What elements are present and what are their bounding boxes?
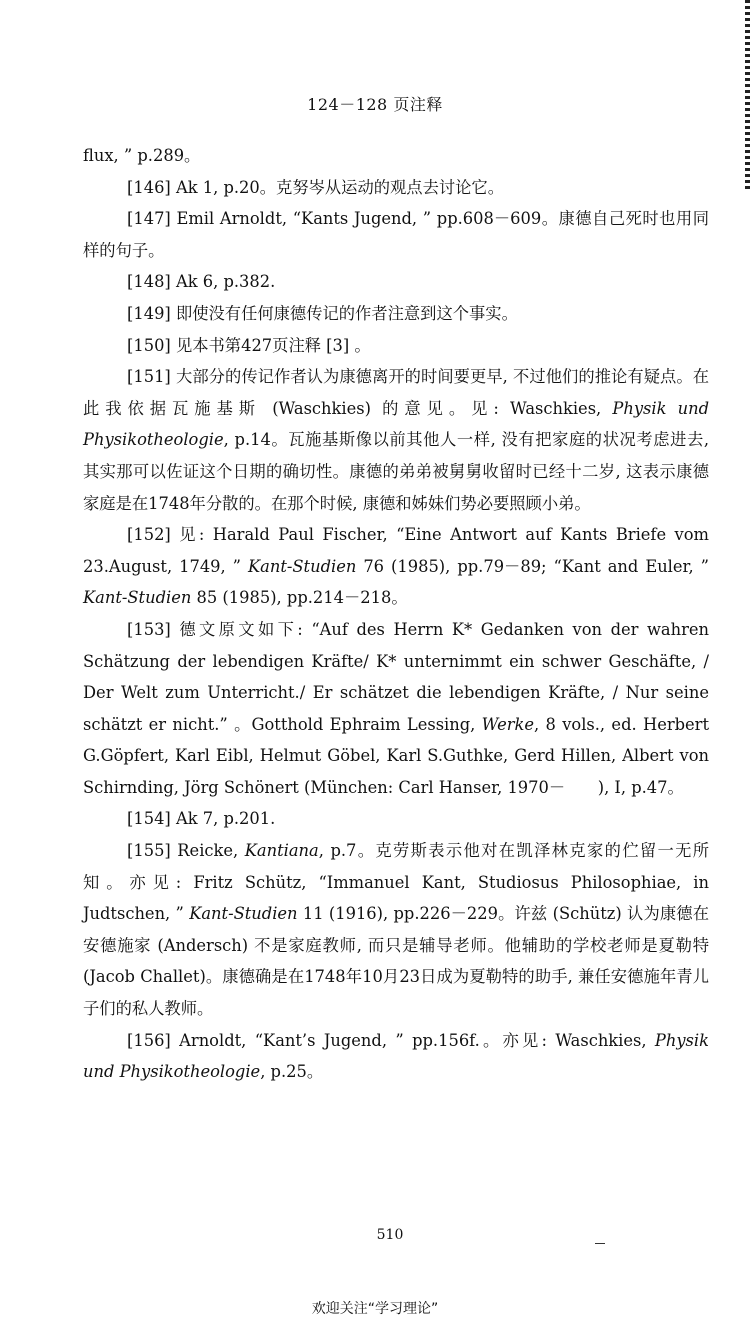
note-151-text: , p.14。瓦施基斯像以前其他人一样, 没有把家庭的状况考虑进去, 其实那可以佐证这个日期的确切性。康德的弟弟被舅舅收留时已经十二岁, 这表示康德家庭是在1748年分散的。在那个时候, 康德和姊妹们势必要照顾小弟。 (83, 430, 709, 513)
note-151 (83, 361, 709, 519)
notes-body (83, 140, 709, 1088)
note-152-text: [152] 见: Harald Paul Fischer, “Eine Antwort auf Kants Briefe vom 23.August, 1749, ” (83, 525, 709, 576)
note-150: [150] 见本书第427页注释 [3] 。 (127, 335, 371, 355)
note-continuation: flux, ” p.289。 (83, 146, 201, 165)
note-156-text: , p.25。 (260, 1062, 324, 1082)
note-153-text: [153] 德文原文如下: “Auf des Herrn K* Gedanken von der wahren Schätzung der lebendigen Kräfte/ K* unternimmt ein schwer Geschäfte, / Der Welt zum Unterricht./ Er schätzet die lebendigen Kräfte, / Nur seine schätzt er nicht.” 。Gotthold Ephraim Lessing, (83, 619, 709, 734)
page-number: 510 (376, 1227, 404, 1243)
journal-title: Kant-Studien (189, 904, 298, 924)
book-title: Physik und Physikotheologie (83, 1030, 709, 1082)
note-154: [154] Ak 7, p.201. (127, 809, 276, 829)
stray-mark (595, 1243, 605, 1244)
note-153 (83, 614, 709, 804)
note-153-text: , 8 vols., ed. Herbert G.Göpfert, Karl Eibl, Helmut Göbel, Karl S.Guthke, Gerd Hillen, Albert von Schirnding, Jörg Schönert (München: Carl Hanser, 1970－ ), I, p.47。 (83, 714, 709, 797)
note-146: [146] Ak 1, p.20。克努岑从运动的观点去讨论它。 (127, 177, 504, 197)
note-151-text: [151] 大部分的传记作者认为康德离开的时间要更早, 不过他们的推论有疑点。在此我依据瓦施基斯 (Waschkies) 的意见。见: Waschkies, (83, 367, 709, 418)
note-149: [149] 即使没有任何康德传记的作者注意到这个事实。 (127, 303, 518, 323)
note-152-text: 76 (1985), pp.79－89; “Kant and Euler, ” (356, 556, 709, 576)
note-155-text: [155] Reicke, (127, 841, 245, 861)
note-147: [147] Emil Arnoldt, “Kants Jugend, ” pp.608－609。康德自己死时也用同样的句子。 (83, 209, 709, 260)
book-title: Kantiana (244, 841, 319, 861)
book-title: Werke (481, 714, 534, 734)
book-title: Physik und Physikotheologie (83, 398, 710, 450)
journal-title: Kant-Studien (248, 556, 357, 576)
note-148: [148] Ak 6, p.382. (127, 272, 276, 292)
running-header: 124－128 页注释 (307, 95, 443, 114)
note-156 (83, 1025, 709, 1088)
journal-title: Kant-Studien (83, 588, 192, 608)
note-155-text: 11 (1916), pp.226－229。许兹 (Schütz) 认为康德在安德施家 (Andersch) 不是家庭教师, 而只是辅导老师。他辅助的学校老师是夏勒特 (Jacob Challet)。康德确是在1748年10月23日成为夏勒特的助手, 兼任安德施年青儿子们的私人教师。 (83, 904, 709, 1019)
note-156-text: [156] Arnoldt, “Kant’s Jugend, ” pp.156f.。亦见: Waschkies, (127, 1030, 655, 1050)
footer-watermark: 欢迎关注“学习理论” (311, 1301, 439, 1317)
note-155-text: , p.7。克劳斯表示他对在凯泽林克家的伫留一无所知。亦见: Fritz Schütz, “Immanuel Kant, Studiosus Philosophiae, in Judtschen, ” (83, 841, 710, 924)
note-152-text: 85 (1985), pp.214－218。 (191, 588, 408, 608)
note-152 (83, 519, 709, 614)
note-155 (83, 835, 709, 1025)
